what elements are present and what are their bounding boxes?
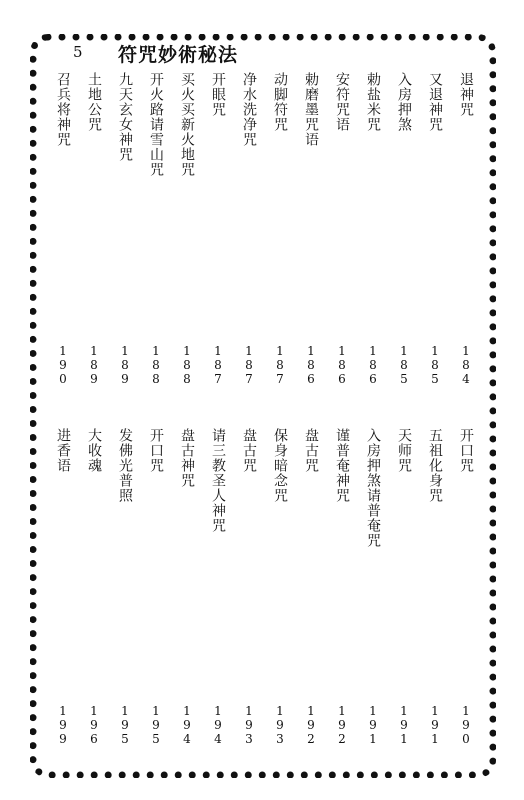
page-digit: 1 xyxy=(276,344,284,358)
page-digit: 4 xyxy=(183,732,191,746)
page-digit: 1 xyxy=(59,344,67,358)
page-digit: 8 xyxy=(152,358,160,372)
page-digit: 9 xyxy=(121,718,129,732)
toc-entry-title[interactable]: 开口咒 xyxy=(148,428,164,473)
toc-entry-title[interactable]: 勅磨墨咒语 xyxy=(303,72,319,147)
toc-entry-title[interactable]: 发佛光普照 xyxy=(117,428,133,503)
page-digit: 1 xyxy=(400,704,408,718)
page-digit: 1 xyxy=(462,704,470,718)
toc-entry-page-number xyxy=(393,704,415,746)
toc-entry-page-number xyxy=(269,704,291,746)
toc-entry-page-number xyxy=(145,704,167,746)
toc-entry-page-number xyxy=(52,344,74,386)
page-digit: 4 xyxy=(462,372,470,386)
page-digit: 9 xyxy=(90,372,98,386)
page-title: 符咒妙術秘法 xyxy=(118,44,239,66)
toc-entry-title[interactable]: 大收魂 xyxy=(86,428,102,473)
page-number: 5 xyxy=(73,43,83,61)
toc-entry-title[interactable]: 谨普奄神咒 xyxy=(334,428,350,503)
page-digit: 9 xyxy=(338,718,346,732)
page-digit: 1 xyxy=(431,704,439,718)
page-digit: 9 xyxy=(152,718,160,732)
page-digit: 1 xyxy=(214,344,222,358)
page-digit: 9 xyxy=(59,732,67,746)
page-digit: 2 xyxy=(307,732,315,746)
toc-entry-page-number xyxy=(300,704,322,746)
toc-entry-title[interactable]: 开眼咒 xyxy=(210,72,226,117)
toc-entry-page-number xyxy=(207,344,229,386)
toc-entry-page-number xyxy=(424,344,446,386)
page-digit: 6 xyxy=(369,372,377,386)
page-digit: 1 xyxy=(245,704,253,718)
toc-entry-title[interactable]: 天师咒 xyxy=(396,428,412,473)
page-digit: 9 xyxy=(369,718,377,732)
page-digit: 1 xyxy=(431,344,439,358)
toc-entry-page-number xyxy=(362,704,384,746)
page-digit: 1 xyxy=(245,344,253,358)
toc-entry-title[interactable]: 退神咒 xyxy=(458,72,474,117)
page-digit: 8 xyxy=(121,358,129,372)
toc-entry-title[interactable]: 开火路请雪山咒 xyxy=(148,72,164,177)
page-digit: 9 xyxy=(276,718,284,732)
page-digit: 8 xyxy=(214,358,222,372)
toc-entry-page-number xyxy=(331,344,353,386)
page-digit: 1 xyxy=(307,344,315,358)
page-digit: 5 xyxy=(400,372,408,386)
toc-entry-title[interactable]: 盘古咒 xyxy=(303,428,319,473)
page-digit: 7 xyxy=(214,372,222,386)
toc-entry-page-number xyxy=(455,344,477,386)
page-digit: 1 xyxy=(338,704,346,718)
page-digit: 8 xyxy=(183,372,191,386)
toc-entry-title[interactable]: 请三教圣人神咒 xyxy=(210,428,226,533)
toc-entry-page-number xyxy=(52,704,74,746)
toc-entry-page-number xyxy=(238,344,260,386)
page-digit: 1 xyxy=(214,704,222,718)
toc-entry-page-number xyxy=(269,344,291,386)
toc-entry-page-number xyxy=(238,704,260,746)
page-digit: 9 xyxy=(59,358,67,372)
toc-entry-title[interactable]: 入房押煞请普奄咒 xyxy=(365,428,381,548)
page-digit: 0 xyxy=(462,732,470,746)
page-digit: 8 xyxy=(462,358,470,372)
toc-entry-title[interactable]: 盘古咒 xyxy=(241,428,257,473)
page-digit: 1 xyxy=(400,732,408,746)
toc-entry-page-number xyxy=(300,344,322,386)
dotted-page-border xyxy=(30,34,496,778)
toc-entry-title[interactable]: 动脚符咒 xyxy=(272,72,288,132)
toc-entry-page-number xyxy=(83,344,105,386)
page-digit: 1 xyxy=(183,704,191,718)
page-digit: 1 xyxy=(121,704,129,718)
page-digit: 9 xyxy=(245,718,253,732)
page-digit: 8 xyxy=(431,358,439,372)
page-digit: 8 xyxy=(276,358,284,372)
toc-entry-page-number xyxy=(331,704,353,746)
page-digit: 6 xyxy=(307,372,315,386)
toc-entry-title[interactable]: 召兵将神咒 xyxy=(55,72,71,147)
toc-entry-page-number xyxy=(424,704,446,746)
page-digit: 8 xyxy=(183,358,191,372)
page-digit: 1 xyxy=(90,704,98,718)
page-digit: 9 xyxy=(462,718,470,732)
page-digit: 1 xyxy=(431,732,439,746)
page-digit: 1 xyxy=(121,344,129,358)
page-digit: 7 xyxy=(276,372,284,386)
toc-entry-title[interactable]: 安符咒语 xyxy=(334,72,350,132)
toc-entry-title[interactable]: 盘古神咒 xyxy=(179,428,195,488)
page-digit: 1 xyxy=(276,704,284,718)
page-digit: 1 xyxy=(369,344,377,358)
toc-entry-page-number xyxy=(114,344,136,386)
page-digit: 1 xyxy=(400,344,408,358)
page-digit: 1 xyxy=(59,704,67,718)
page-digit: 5 xyxy=(431,372,439,386)
page-digit: 1 xyxy=(307,704,315,718)
toc-entry-page-number xyxy=(145,344,167,386)
toc-entry-page-number xyxy=(455,704,477,746)
page-digit: 8 xyxy=(400,358,408,372)
page-digit: 9 xyxy=(214,718,222,732)
toc-entry-title[interactable]: 进香语 xyxy=(55,428,71,473)
page-digit: 9 xyxy=(121,372,129,386)
toc-entry-page-number xyxy=(83,704,105,746)
toc-entry-title[interactable]: 保身暗念咒 xyxy=(272,428,288,503)
toc-entry-title[interactable]: 九天玄女神咒 xyxy=(117,72,133,162)
page-digit: 2 xyxy=(338,732,346,746)
page-digit: 0 xyxy=(59,372,67,386)
page-digit: 7 xyxy=(245,372,253,386)
toc-entry-title[interactable]: 入房押煞 xyxy=(396,72,412,132)
page-digit: 1 xyxy=(462,344,470,358)
page-digit: 9 xyxy=(183,718,191,732)
toc-entry-page-number xyxy=(114,704,136,746)
page-digit: 1 xyxy=(338,344,346,358)
page-digit: 9 xyxy=(59,718,67,732)
toc-entry-page-number xyxy=(207,704,229,746)
toc-entry-title[interactable]: 土地公咒 xyxy=(86,72,102,132)
page-digit: 9 xyxy=(307,718,315,732)
page-digit: 6 xyxy=(90,732,98,746)
page-digit: 6 xyxy=(338,372,346,386)
page-digit: 1 xyxy=(183,344,191,358)
page-digit: 9 xyxy=(431,718,439,732)
page-digit: 8 xyxy=(369,358,377,372)
toc-entry-title[interactable]: 又退神咒 xyxy=(427,72,443,132)
page-digit: 9 xyxy=(400,718,408,732)
page-digit: 1 xyxy=(152,344,160,358)
toc-entry-page-number xyxy=(176,704,198,746)
page-digit: 8 xyxy=(90,358,98,372)
page-digit: 1 xyxy=(152,704,160,718)
page-digit: 3 xyxy=(245,732,253,746)
page-digit: 9 xyxy=(90,718,98,732)
page-digit: 1 xyxy=(369,704,377,718)
toc-entry-title[interactable]: 买火买新火地咒 xyxy=(179,72,195,177)
toc-entry-title[interactable]: 开口咒 xyxy=(458,428,474,473)
toc-entry-page-number xyxy=(362,344,384,386)
page-digit: 4 xyxy=(214,732,222,746)
page-digit: 5 xyxy=(152,732,160,746)
page-digit: 8 xyxy=(152,372,160,386)
page-digit: 1 xyxy=(369,732,377,746)
toc-entry-title[interactable]: 勅盐米咒 xyxy=(365,72,381,132)
page-digit: 3 xyxy=(276,732,284,746)
toc-entry-title[interactable]: 五祖化身咒 xyxy=(427,428,443,503)
page-digit: 8 xyxy=(245,358,253,372)
toc-entry-page-number xyxy=(176,344,198,386)
page-digit: 8 xyxy=(338,358,346,372)
page-digit: 8 xyxy=(307,358,315,372)
page-digit: 5 xyxy=(121,732,129,746)
page-digit: 1 xyxy=(90,344,98,358)
toc-entry-page-number xyxy=(393,344,415,386)
toc-entry-title[interactable]: 净水洗净咒 xyxy=(241,72,257,147)
